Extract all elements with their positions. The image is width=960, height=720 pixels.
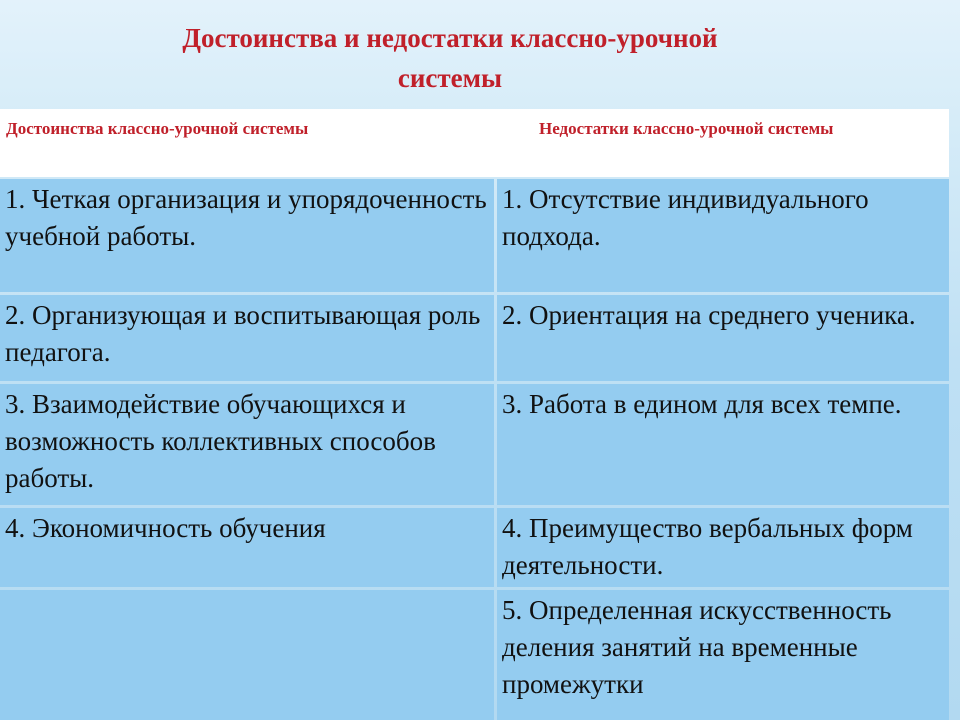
- disadvantage-cell-2: 2. Ориентация на среднего ученика.: [497, 295, 949, 381]
- advantage-cell-1: 1. Четкая организация и упорядоченность учебной работы.: [0, 179, 494, 292]
- disadvantage-cell-4: 4. Преимущество вербальных форм деятельности.: [497, 508, 949, 587]
- advantage-cell-2: 2. Организующая и воспитывающая роль педагога.: [0, 295, 494, 381]
- disadvantage-cell-1: 1. Отсутствие индивидуального подхода.: [497, 179, 949, 292]
- disadvantage-cell-3: 3. Работа в едином для всех темпе.: [497, 384, 949, 505]
- advantage-cell-5: [0, 590, 494, 720]
- comparison-table: [0, 109, 949, 720]
- slide-title: [0, 18, 900, 98]
- disadvantage-cell-5: 5. Определенная искусственность деления занятий на временные промежутки: [497, 590, 949, 720]
- table-header-row: [0, 109, 949, 177]
- slide-title-line-2: системы: [397, 63, 503, 93]
- header-disadvantages: Недостатки классно-урочной системы: [539, 119, 834, 138]
- advantage-cell-3: 3. Взаимодействие обучающихся и возможность коллективных способов работы.: [0, 384, 494, 505]
- header-advantages: Достоинства классно-урочной системы: [6, 119, 309, 138]
- slide-title-line-1: Достоинства и недостатки классно-урочной: [182, 23, 718, 53]
- advantage-cell-4: 4. Экономичность обучения: [0, 508, 494, 587]
